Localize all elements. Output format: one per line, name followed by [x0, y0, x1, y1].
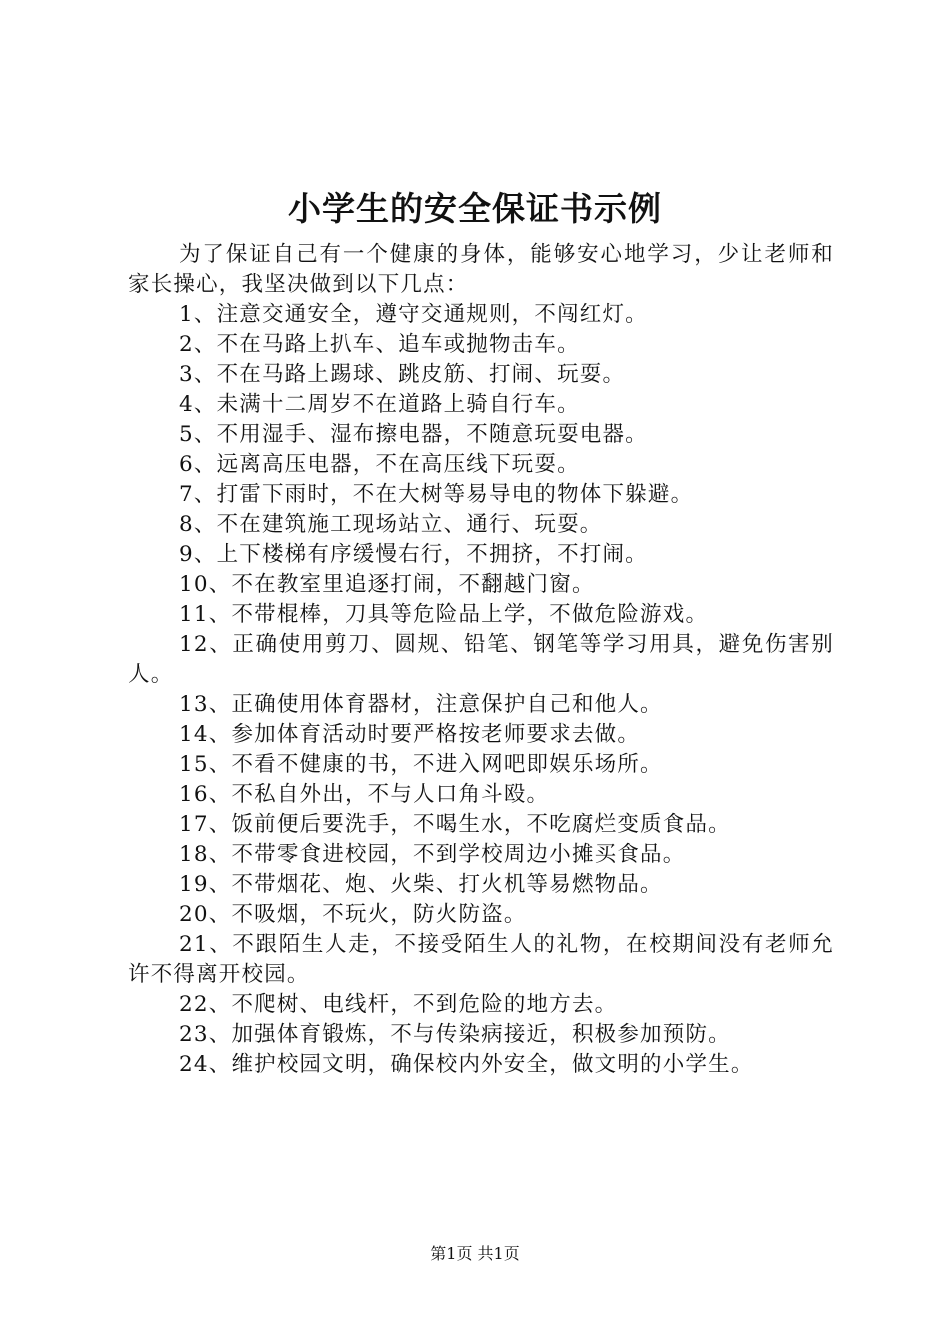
list-item: 18、不带零食进校园，不到学校周边小摊买食品。: [179, 842, 686, 867]
list-item: 3、不在马路上踢球、跳皮筋、打闹、玩耍。: [179, 362, 626, 387]
page-footer: 第1页 共1页: [430, 1244, 520, 1263]
list-item: 2、不在马路上扒车、追车或抛物击车。: [179, 332, 580, 357]
list-item: 10、不在教室里追逐打闹，不翻越门窗。: [179, 572, 595, 597]
list-item: 1、注意交通安全，遵守交通规则，不闯红灯。: [179, 302, 648, 327]
list-item: 16、不私自外出，不与人口角斗殴。: [179, 782, 550, 807]
intro-paragraph: 为了保证自己有一个健康的身体，能够安心地学习，少让老师和家长操心，我坚决做到以下几点：: [128, 242, 834, 297]
list-item: 6、远离高压电器，不在高压线下玩耍。: [179, 452, 580, 477]
document-title: 小学生的安全保证书示例: [288, 189, 662, 228]
list-item: 21、不跟陌生人走，不接受陌生人的礼物，在校期间没有老师允许不得离开校园。: [128, 932, 834, 987]
list-item: 20、不吸烟，不玩火，防火防盗。: [179, 902, 527, 927]
list-item: 15、不看不健康的书，不进入网吧即娱乐场所。: [179, 752, 663, 777]
document-body: [128, 240, 834, 1080]
list-item: 4、未满十二周岁不在道路上骑自行车。: [179, 392, 580, 417]
list-item: 19、不带烟花、炮、火柴、打火机等易燃物品。: [179, 872, 663, 897]
list-item: 14、参加体育活动时要严格按老师要求去做。: [179, 722, 641, 747]
list-item: 13、正确使用体育器材，注意保护自己和他人。: [179, 692, 663, 717]
list-item: 17、饭前便后要洗手，不喝生水，不吃腐烂变质食品。: [179, 812, 731, 837]
list-item: 7、打雷下雨时，不在大树等易导电的物体下躲避。: [179, 482, 694, 507]
list-item: 11、不带棍棒，刀具等危险品上学，不做危险游戏。: [179, 602, 709, 627]
list-item: 8、不在建筑施工现场站立、通行、玩耍。: [179, 512, 603, 537]
list-item: 12、正确使用剪刀、圆规、铅笔、钢笔等学习用具，避免伤害别人。: [128, 632, 834, 687]
list-item: 23、加强体育锻炼，不与传染病接近，积极参加预防。: [179, 1022, 731, 1047]
list-item: 5、不用湿手、湿布擦电器，不随意玩耍电器。: [179, 422, 648, 447]
list-item: 22、不爬树、电线杆，不到危险的地方去。: [179, 992, 618, 1017]
list-item: 9、上下楼梯有序缓慢右行，不拥挤，不打闹。: [179, 542, 648, 567]
list-item: 24、维护校园文明，确保校内外安全，做文明的小学生。: [179, 1052, 754, 1077]
